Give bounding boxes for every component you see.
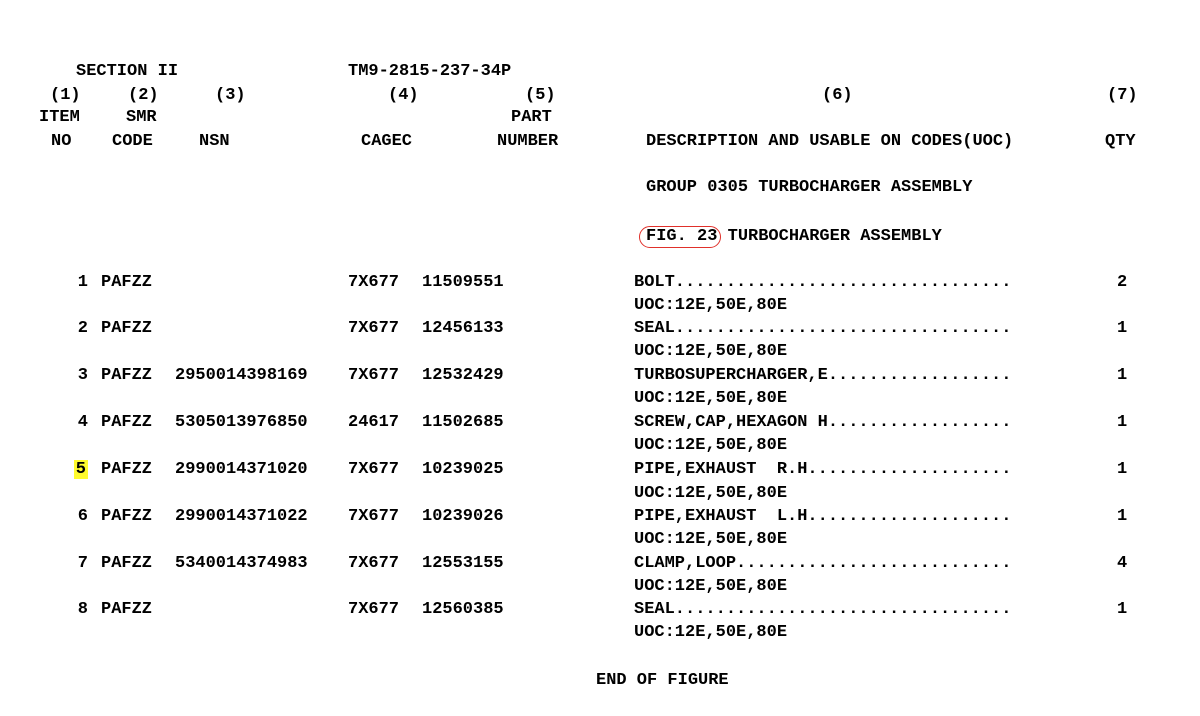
smr-code: PAFZZ: [101, 554, 153, 573]
quantity: 1: [1117, 600, 1128, 619]
col-number-6: (6): [822, 86, 853, 105]
col-label-code: CODE: [112, 132, 153, 151]
uoc: UOC:12E,50E,80E: [634, 577, 788, 596]
quantity: 2: [1117, 273, 1128, 292]
description: SCREW,CAP,HEXAGON H..................: [634, 413, 1012, 432]
uoc: UOC:12E,50E,80E: [634, 342, 788, 361]
cagec: 7X677: [348, 366, 400, 385]
part-number: 11509551: [422, 273, 504, 292]
col-label-qty: QTY: [1105, 132, 1136, 151]
uoc: UOC:12E,50E,80E: [634, 484, 788, 503]
col-number-1: (1): [50, 86, 81, 105]
highlighted-item-number: 5: [75, 460, 86, 479]
nsn: 5340014374983: [175, 554, 308, 573]
quantity: 4: [1117, 554, 1128, 573]
col-number-7: (7): [1107, 86, 1138, 105]
cagec: 7X677: [348, 273, 400, 292]
nsn: 2990014371020: [175, 460, 308, 479]
col-label-nsn: NSN: [199, 132, 230, 151]
description: PIPE,EXHAUST R.H....................: [634, 460, 1012, 479]
part-number: 10239025: [422, 460, 504, 479]
description: TURBOSUPERCHARGER,E..................: [634, 366, 1012, 385]
smr-code: PAFZZ: [101, 507, 153, 526]
tm-number: TM9-2815-237-34P: [348, 62, 512, 81]
item-number: 4: [77, 413, 88, 432]
smr-code: PAFZZ: [101, 460, 153, 479]
col-number-3: (3): [215, 86, 246, 105]
quantity: 1: [1117, 460, 1128, 479]
uoc: UOC:12E,50E,80E: [634, 623, 788, 642]
col-label-part: PART: [511, 108, 552, 127]
part-number: 12456133: [422, 319, 504, 338]
description: PIPE,EXHAUST L.H....................: [634, 507, 1012, 526]
quantity: 1: [1117, 366, 1128, 385]
col-number-2: (2): [128, 86, 159, 105]
uoc: UOC:12E,50E,80E: [634, 296, 788, 315]
item-number: 3: [77, 366, 88, 385]
nsn: 5305013976850: [175, 413, 308, 432]
item-number: 8: [77, 600, 88, 619]
description: SEAL.................................: [634, 600, 1012, 619]
nsn: 2990014371022: [175, 507, 308, 526]
col-label-smr: SMR: [126, 108, 157, 127]
description: SEAL.................................: [634, 319, 1012, 338]
uoc: UOC:12E,50E,80E: [634, 436, 788, 455]
smr-code: PAFZZ: [101, 413, 153, 432]
col-number-5: (5): [525, 86, 556, 105]
group-title: GROUP 0305 TURBOCHARGER ASSEMBLY: [646, 178, 973, 197]
item-number: 7: [77, 554, 88, 573]
end-of-figure: END OF FIGURE: [596, 671, 729, 690]
section-label: SECTION II: [76, 62, 179, 81]
cagec: 7X677: [348, 460, 400, 479]
smr-code: PAFZZ: [101, 366, 153, 385]
smr-code: PAFZZ: [101, 273, 153, 292]
cagec: 24617: [348, 413, 400, 432]
quantity: 1: [1117, 507, 1128, 526]
item-number: 1: [77, 273, 88, 292]
part-number: 12560385: [422, 600, 504, 619]
item-number: 2: [77, 319, 88, 338]
quantity: 1: [1117, 319, 1128, 338]
uoc: UOC:12E,50E,80E: [634, 389, 788, 408]
description: BOLT.................................: [634, 273, 1012, 292]
col-label-no: NO: [51, 132, 72, 151]
part-number: 11502685: [422, 413, 504, 432]
cagec: 7X677: [348, 600, 400, 619]
description: CLAMP,LOOP...........................: [634, 554, 1012, 573]
col-number-4: (4): [388, 86, 419, 105]
cagec: 7X677: [348, 319, 400, 338]
col-label-item: ITEM: [39, 108, 80, 127]
cagec: 7X677: [348, 554, 400, 573]
part-number: 12532429: [422, 366, 504, 385]
item-number: 6: [77, 507, 88, 526]
nsn: 2950014398169: [175, 366, 308, 385]
smr-code: PAFZZ: [101, 319, 153, 338]
col-label-cagec: CAGEC: [361, 132, 413, 151]
cagec: 7X677: [348, 507, 400, 526]
figure-title: FIG. 23 TURBOCHARGER ASSEMBLY: [646, 227, 942, 246]
col-label-number: NUMBER: [497, 132, 559, 151]
part-number: 12553155: [422, 554, 504, 573]
smr-code: PAFZZ: [101, 600, 153, 619]
uoc: UOC:12E,50E,80E: [634, 530, 788, 549]
part-number: 10239026: [422, 507, 504, 526]
col-label-description: DESCRIPTION AND USABLE ON CODES(UOC): [646, 132, 1014, 151]
quantity: 1: [1117, 413, 1128, 432]
item-number: [66, 460, 88, 480]
